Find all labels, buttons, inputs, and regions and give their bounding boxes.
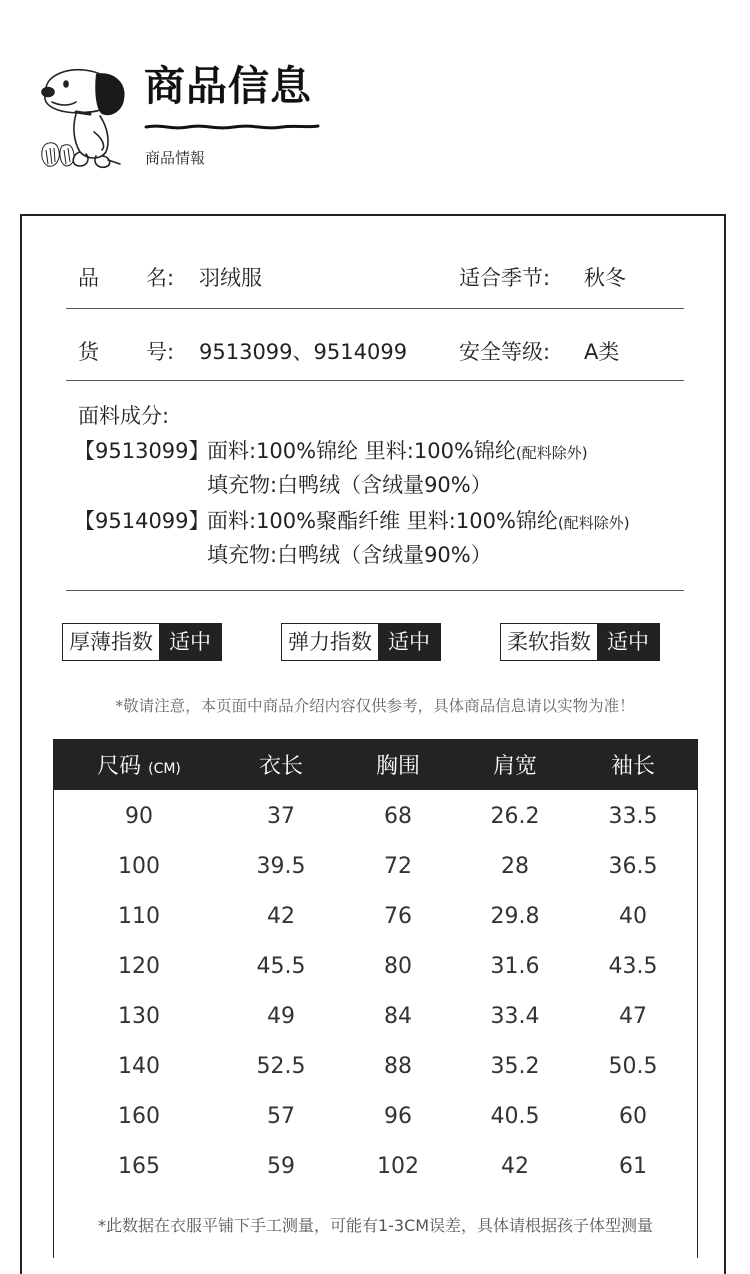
table-row	[54, 940, 697, 990]
cell-size: 110	[118, 904, 160, 929]
cell-length: 39.5	[256, 854, 306, 879]
elasticity-index	[281, 623, 441, 661]
page-title: 商品信息	[144, 62, 312, 110]
cell-size: 90	[125, 804, 153, 829]
cell-chest: 80	[384, 954, 412, 979]
table-row	[54, 790, 697, 840]
table-row	[54, 990, 697, 1040]
cell-sleeve: 60	[619, 1104, 647, 1129]
size-table	[53, 739, 698, 1258]
info-row-name	[66, 236, 684, 309]
header-chest: 胸围	[375, 754, 420, 779]
fabric-composition	[66, 380, 684, 591]
cell-length: 52.5	[256, 1054, 306, 1079]
header-length: 衣长	[258, 754, 303, 779]
cell-chest: 88	[384, 1054, 412, 1079]
sku-key-2: 号:	[146, 340, 175, 364]
info-row-sku	[66, 308, 684, 381]
cell-size: 165	[118, 1154, 160, 1179]
table-row	[54, 1040, 697, 1090]
index-label: 弹力指数	[282, 624, 378, 660]
index-value: 适中	[597, 624, 659, 660]
fabric-filling: 填充物:白鸭绒（含绒量90%）	[207, 543, 492, 567]
cell-length: 49	[267, 1004, 295, 1029]
index-label: 厚薄指数	[63, 624, 159, 660]
cell-size: 100	[118, 854, 160, 879]
fabric-code: 【9514099】	[74, 509, 210, 533]
table-row	[54, 890, 697, 940]
header-sleeve: 袖长	[610, 754, 655, 779]
table-row	[54, 1090, 697, 1140]
cell-size: 140	[118, 1054, 160, 1079]
snoopy-mascot-icon	[36, 62, 130, 170]
cell-chest: 84	[384, 1004, 412, 1029]
measurement-footnote: *此数据在衣服平铺下手工测量，可能有1-3CM误差，具体请根据孩子体型测量	[97, 1216, 654, 1235]
cell-sleeve: 40	[619, 904, 647, 929]
softness-index	[500, 623, 660, 661]
cell-length: 37	[267, 804, 295, 829]
header-shoulder: 肩宽	[492, 754, 537, 779]
index-value: 适中	[378, 624, 440, 660]
fabric-code: 【9513099】	[74, 439, 210, 463]
cell-shoulder: 28	[501, 854, 529, 879]
cell-sleeve: 61	[619, 1154, 647, 1179]
disclaimer-notice: *敬请注意，本页面中商品介绍内容仅供参考，具体商品信息请以实物为准！	[115, 697, 635, 715]
safety-value: A类	[584, 340, 620, 364]
cell-chest: 76	[384, 904, 412, 929]
cell-shoulder: 42	[501, 1154, 529, 1179]
cell-sleeve: 43.5	[608, 954, 658, 979]
thickness-index	[62, 623, 222, 661]
name-key: 品	[78, 266, 99, 290]
cell-chest: 96	[384, 1104, 412, 1129]
name-value: 羽绒服	[199, 266, 262, 290]
header-size: 尺码 (CM)	[97, 754, 181, 779]
size-table-header	[54, 740, 697, 790]
cell-sleeve: 50.5	[608, 1054, 658, 1079]
cell-size: 120	[118, 954, 160, 979]
season-key: 适合季节:	[459, 266, 551, 290]
sku-value: 9513099、9514099	[199, 340, 408, 364]
cell-chest: 68	[384, 804, 412, 829]
table-row	[54, 1140, 697, 1190]
cell-length: 59	[267, 1154, 295, 1179]
sku-key: 货	[78, 340, 99, 364]
page-subtitle: 商品情報	[145, 149, 206, 167]
cell-chest: 72	[384, 854, 412, 879]
season-value: 秋冬	[584, 266, 626, 290]
fabric-line: 面料:100%锦纶 里料:100%锦纶(配料除外)	[207, 439, 588, 463]
cell-length: 42	[267, 904, 295, 929]
index-label: 柔软指数	[501, 624, 597, 660]
cell-size: 160	[118, 1104, 160, 1129]
name-key-2: 名:	[146, 266, 175, 290]
cell-shoulder: 29.8	[490, 904, 540, 929]
cell-sleeve: 36.5	[608, 854, 658, 879]
fabric-filling: 填充物:白鸭绒（含绒量90%）	[207, 473, 492, 497]
cell-chest: 102	[377, 1154, 419, 1179]
safety-key: 安全等级:	[459, 340, 551, 364]
cell-sleeve: 33.5	[608, 804, 658, 829]
index-value: 适中	[159, 624, 221, 660]
fabric-title: 面料成分:	[78, 404, 170, 428]
cell-shoulder: 40.5	[490, 1104, 540, 1129]
cell-shoulder: 31.6	[490, 954, 540, 979]
title-underline-decoration	[142, 118, 322, 136]
cell-sleeve: 47	[619, 1004, 647, 1029]
table-row	[54, 840, 697, 890]
cell-length: 57	[267, 1104, 295, 1129]
cell-shoulder: 33.4	[490, 1004, 540, 1029]
cell-shoulder: 26.2	[490, 804, 540, 829]
cell-shoulder: 35.2	[490, 1054, 540, 1079]
cell-length: 45.5	[256, 954, 306, 979]
cell-size: 130	[118, 1004, 160, 1029]
fabric-line: 面料:100%聚酯纤维 里料:100%锦纶(配料除外)	[207, 509, 630, 533]
